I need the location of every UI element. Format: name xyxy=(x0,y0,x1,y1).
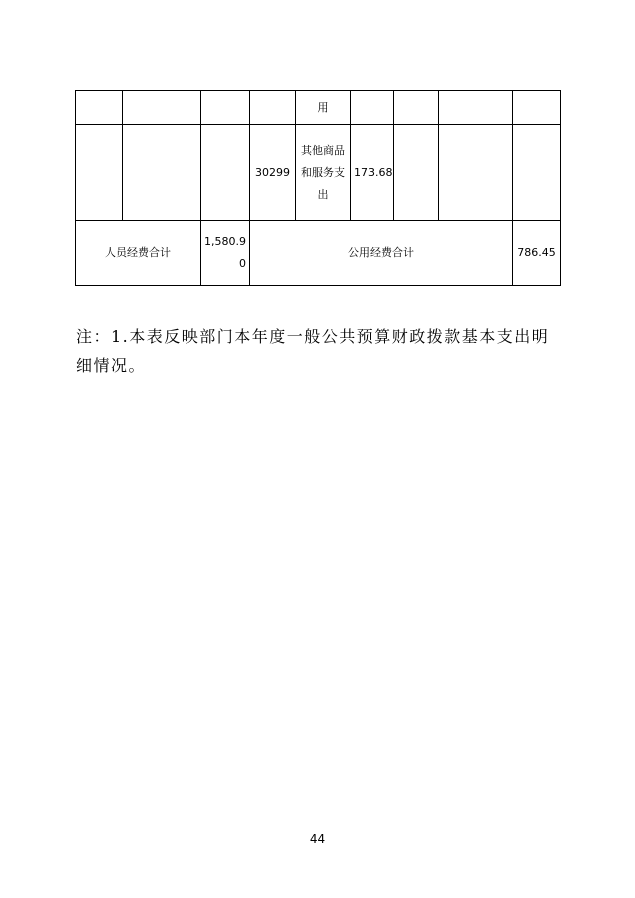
table-row xyxy=(76,91,561,125)
table-cell xyxy=(201,91,250,125)
item-amount-cell: 173.68 xyxy=(351,125,394,221)
table-cell xyxy=(351,91,394,125)
item-code-cell: 30299 xyxy=(250,125,296,221)
table-cell xyxy=(201,125,250,221)
page-number: 44 xyxy=(309,832,326,846)
table-cell xyxy=(394,125,439,221)
item-name-cell: 用 xyxy=(296,91,351,125)
table-cell xyxy=(123,91,201,125)
totals-row xyxy=(76,221,561,286)
personnel-total-value: 1,580.90 xyxy=(201,221,250,286)
table-cell xyxy=(76,91,123,125)
item-name-cell: 其他商品和服务支出 xyxy=(296,125,351,221)
table-cell xyxy=(76,125,123,221)
table-cell xyxy=(439,125,513,221)
public-total-label: 公用经费合计 xyxy=(250,221,513,286)
expenditure-detail-table xyxy=(75,90,561,286)
table-row xyxy=(76,125,561,221)
table-cell xyxy=(394,91,439,125)
personnel-total-label: 人员经费合计 xyxy=(76,221,201,286)
public-total-value: 786.45 xyxy=(513,221,561,286)
table-cell xyxy=(513,91,561,125)
table-cell xyxy=(123,125,201,221)
table-cell xyxy=(513,125,561,221)
table-note: 注：1.本表反映部门本年度一般公共预算财政拨款基本支出明细情况。 xyxy=(76,327,550,375)
table-cell xyxy=(439,91,513,125)
table-cell xyxy=(250,91,296,125)
